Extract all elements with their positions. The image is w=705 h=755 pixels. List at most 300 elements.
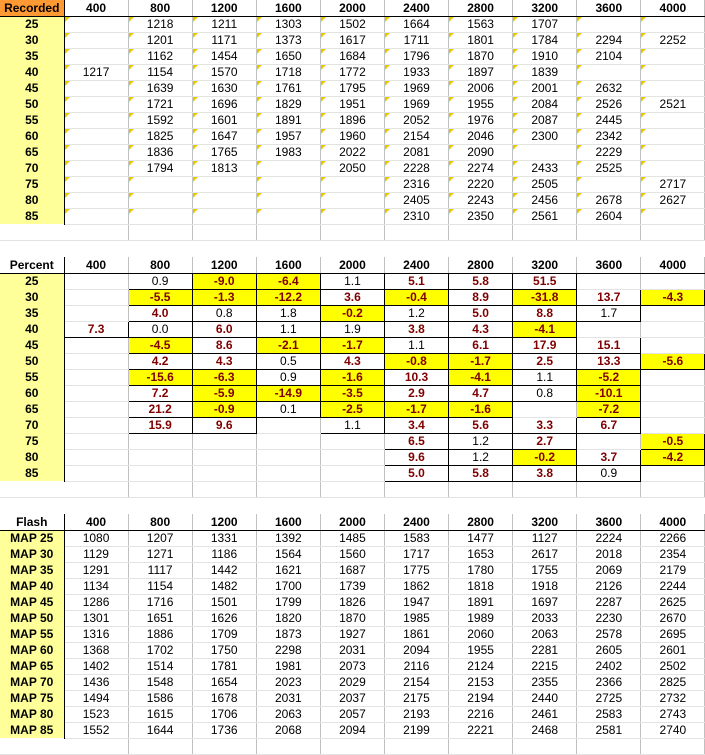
data-cell[interactable]: 1373 — [256, 32, 320, 48]
data-cell[interactable]: 6.1 — [449, 337, 513, 353]
data-cell[interactable]: 2445 — [577, 112, 641, 128]
data-cell[interactable]: 2006 — [449, 80, 513, 96]
column-header-2400[interactable]: 2400 — [384, 514, 448, 530]
data-cell[interactable]: 3.7 — [577, 449, 641, 465]
data-cell[interactable]: 1651 — [128, 610, 192, 626]
data-cell[interactable]: 1644 — [128, 722, 192, 738]
data-cell[interactable] — [641, 385, 705, 401]
data-cell[interactable]: 3.3 — [513, 417, 577, 433]
data-cell[interactable]: 1502 — [320, 16, 384, 32]
column-header-1200[interactable]: 1200 — [192, 0, 256, 16]
data-cell[interactable]: 1829 — [256, 96, 320, 112]
data-cell[interactable]: 2294 — [577, 32, 641, 48]
data-cell[interactable]: 5.0 — [384, 465, 448, 481]
data-cell[interactable]: -5.2 — [577, 369, 641, 385]
data-cell[interactable]: 1218 — [128, 16, 192, 32]
data-cell[interactable]: 1331 — [192, 530, 256, 546]
data-cell[interactable]: 1684 — [320, 48, 384, 64]
data-cell[interactable]: 1.1 — [256, 321, 320, 337]
data-cell[interactable]: 1436 — [64, 674, 128, 690]
data-cell[interactable]: 1601 — [192, 112, 256, 128]
data-cell[interactable]: 1755 — [513, 562, 577, 578]
data-cell[interactable]: 1780 — [449, 562, 513, 578]
data-cell[interactable]: 8.8 — [513, 305, 577, 321]
column-header-2800[interactable]: 2800 — [449, 514, 513, 530]
data-cell[interactable]: 1.1 — [320, 273, 384, 289]
data-cell[interactable]: -10.1 — [577, 385, 641, 401]
row-label[interactable]: 35 — [0, 305, 64, 321]
data-cell[interactable] — [64, 289, 128, 305]
data-cell[interactable]: 2740 — [641, 722, 705, 738]
data-cell[interactable]: 2310 — [384, 208, 448, 224]
data-cell[interactable]: 2073 — [320, 658, 384, 674]
data-cell[interactable] — [64, 192, 128, 208]
data-cell[interactable]: 1548 — [128, 674, 192, 690]
data-cell[interactable]: 1678 — [192, 690, 256, 706]
data-cell[interactable]: 2224 — [577, 530, 641, 546]
row-label[interactable]: 35 — [0, 48, 64, 64]
data-cell[interactable]: 8.9 — [449, 289, 513, 305]
data-cell[interactable]: 1801 — [449, 32, 513, 48]
column-header-800[interactable]: 800 — [128, 257, 192, 273]
data-cell[interactable] — [320, 433, 384, 449]
row-label[interactable]: MAP 30 — [0, 546, 64, 562]
row-label[interactable]: MAP 75 — [0, 690, 64, 706]
data-cell[interactable] — [64, 417, 128, 433]
data-cell[interactable] — [64, 112, 128, 128]
data-cell[interactable]: 3.6 — [320, 289, 384, 305]
row-label[interactable]: 60 — [0, 128, 64, 144]
column-header-4000[interactable]: 4000 — [641, 514, 705, 530]
data-cell[interactable]: 5.0 — [449, 305, 513, 321]
data-cell[interactable]: 1957 — [256, 128, 320, 144]
data-cell[interactable]: 1154 — [128, 64, 192, 80]
data-cell[interactable]: 1626 — [192, 610, 256, 626]
data-cell[interactable]: 1485 — [320, 530, 384, 546]
data-cell[interactable]: -1.3 — [192, 289, 256, 305]
column-header-400[interactable]: 400 — [64, 514, 128, 530]
column-header-4000[interactable]: 4000 — [641, 257, 705, 273]
data-cell[interactable]: 1897 — [449, 64, 513, 80]
data-cell[interactable] — [641, 16, 705, 32]
data-cell[interactable]: 1700 — [256, 578, 320, 594]
data-cell[interactable]: 2221 — [449, 722, 513, 738]
data-cell[interactable] — [320, 465, 384, 481]
data-cell[interactable]: 4.3 — [449, 321, 513, 337]
data-cell[interactable]: 2220 — [449, 176, 513, 192]
row-label[interactable]: 85 — [0, 465, 64, 481]
row-label[interactable]: 65 — [0, 144, 64, 160]
column-header-1600[interactable]: 1600 — [256, 0, 320, 16]
data-cell[interactable]: 2084 — [513, 96, 577, 112]
column-header-3200[interactable]: 3200 — [513, 257, 577, 273]
data-cell[interactable]: 2604 — [577, 208, 641, 224]
row-label[interactable]: MAP 55 — [0, 626, 64, 642]
data-cell[interactable] — [577, 433, 641, 449]
data-cell[interactable]: 1969 — [384, 96, 448, 112]
data-cell[interactable]: 2732 — [641, 690, 705, 706]
data-cell[interactable]: 2725 — [577, 690, 641, 706]
column-header-2800[interactable]: 2800 — [449, 257, 513, 273]
data-cell[interactable] — [64, 465, 128, 481]
data-cell[interactable] — [641, 128, 705, 144]
data-cell[interactable]: 1775 — [384, 562, 448, 578]
data-cell[interactable]: 2031 — [320, 642, 384, 658]
data-cell[interactable]: 1154 — [128, 578, 192, 594]
data-cell[interactable]: -0.8 — [384, 353, 448, 369]
data-cell[interactable]: 1696 — [192, 96, 256, 112]
data-cell[interactable]: 1796 — [384, 48, 448, 64]
row-label[interactable]: 85 — [0, 208, 64, 224]
data-cell[interactable]: 2526 — [577, 96, 641, 112]
data-cell[interactable] — [128, 465, 192, 481]
data-cell[interactable]: 4.2 — [128, 353, 192, 369]
column-header-400[interactable]: 400 — [64, 0, 128, 16]
row-label[interactable]: MAP 45 — [0, 594, 64, 610]
row-label[interactable]: 80 — [0, 449, 64, 465]
data-cell[interactable]: 1933 — [384, 64, 448, 80]
data-cell[interactable] — [256, 160, 320, 176]
data-cell[interactable] — [256, 465, 320, 481]
data-cell[interactable]: 0.1 — [256, 401, 320, 417]
data-cell[interactable] — [577, 16, 641, 32]
data-cell[interactable]: 1891 — [256, 112, 320, 128]
data-cell[interactable]: 1839 — [513, 64, 577, 80]
data-cell[interactable]: 2023 — [256, 674, 320, 690]
data-cell[interactable] — [64, 353, 128, 369]
data-cell[interactable]: 1955 — [449, 96, 513, 112]
data-cell[interactable]: 1186 — [192, 546, 256, 562]
data-cell[interactable]: 2022 — [320, 144, 384, 160]
data-cell[interactable]: 1570 — [192, 64, 256, 80]
data-cell[interactable]: 1862 — [384, 578, 448, 594]
data-cell[interactable]: 2031 — [256, 690, 320, 706]
data-cell[interactable]: 1583 — [384, 530, 448, 546]
data-cell[interactable]: 1564 — [256, 546, 320, 562]
data-cell[interactable]: 2116 — [384, 658, 448, 674]
column-header-800[interactable]: 800 — [128, 514, 192, 530]
data-cell[interactable]: 2252 — [641, 32, 705, 48]
data-cell[interactable]: 1586 — [128, 690, 192, 706]
data-cell[interactable] — [641, 305, 705, 321]
data-cell[interactable]: 1615 — [128, 706, 192, 722]
data-cell[interactable] — [64, 80, 128, 96]
data-cell[interactable]: 1.1 — [384, 337, 448, 353]
data-cell[interactable]: 1201 — [128, 32, 192, 48]
data-cell[interactable] — [641, 417, 705, 433]
data-cell[interactable]: 1799 — [256, 594, 320, 610]
data-cell[interactable] — [513, 144, 577, 160]
data-cell[interactable]: 1301 — [64, 610, 128, 626]
data-cell[interactable]: 2018 — [577, 546, 641, 562]
row-label[interactable]: MAP 25 — [0, 530, 64, 546]
data-cell[interactable]: 1129 — [64, 546, 128, 562]
row-label[interactable]: 45 — [0, 80, 64, 96]
data-cell[interactable]: 1211 — [192, 16, 256, 32]
row-label[interactable]: 80 — [0, 192, 64, 208]
data-cell[interactable] — [64, 337, 128, 353]
data-cell[interactable]: 1772 — [320, 64, 384, 80]
row-label[interactable]: MAP 70 — [0, 674, 64, 690]
data-cell[interactable]: 4.3 — [192, 353, 256, 369]
row-label[interactable]: MAP 40 — [0, 578, 64, 594]
data-cell[interactable] — [128, 208, 192, 224]
data-cell[interactable] — [320, 176, 384, 192]
data-cell[interactable] — [641, 48, 705, 64]
data-cell[interactable] — [513, 401, 577, 417]
row-label[interactable]: MAP 85 — [0, 722, 64, 738]
data-cell[interactable]: 2581 — [577, 722, 641, 738]
data-cell[interactable]: 2094 — [384, 642, 448, 658]
data-cell[interactable]: 1826 — [320, 594, 384, 610]
row-label[interactable]: 75 — [0, 433, 64, 449]
data-cell[interactable]: 1080 — [64, 530, 128, 546]
data-cell[interactable]: 1781 — [192, 658, 256, 674]
data-cell[interactable]: 1286 — [64, 594, 128, 610]
data-cell[interactable]: 9.6 — [384, 449, 448, 465]
data-cell[interactable]: 1560 — [320, 546, 384, 562]
data-cell[interactable] — [256, 449, 320, 465]
data-cell[interactable]: -3.5 — [320, 385, 384, 401]
data-cell[interactable]: 1717 — [384, 546, 448, 562]
data-cell[interactable] — [641, 80, 705, 96]
data-cell[interactable]: 2266 — [641, 530, 705, 546]
column-header-800[interactable]: 800 — [128, 0, 192, 16]
data-cell[interactable]: 2193 — [384, 706, 448, 722]
data-cell[interactable] — [641, 321, 705, 337]
data-cell[interactable]: 1873 — [256, 626, 320, 642]
column-header-2400[interactable]: 2400 — [384, 257, 448, 273]
data-cell[interactable]: 1316 — [64, 626, 128, 642]
row-label[interactable]: 50 — [0, 96, 64, 112]
row-label[interactable]: 55 — [0, 369, 64, 385]
data-cell[interactable]: 2405 — [384, 192, 448, 208]
data-cell[interactable]: -5.5 — [128, 289, 192, 305]
data-cell[interactable]: 4.7 — [449, 385, 513, 401]
data-cell[interactable]: 2154 — [384, 128, 448, 144]
data-cell[interactable]: 13.3 — [577, 353, 641, 369]
data-cell[interactable]: 2081 — [384, 144, 448, 160]
data-cell[interactable]: -12.2 — [256, 289, 320, 305]
data-cell[interactable] — [641, 160, 705, 176]
data-cell[interactable]: -4.1 — [513, 321, 577, 337]
data-cell[interactable]: 2274 — [449, 160, 513, 176]
data-cell[interactable]: 1.1 — [513, 369, 577, 385]
data-cell[interactable] — [64, 96, 128, 112]
data-cell[interactable]: 1918 — [513, 578, 577, 594]
data-cell[interactable]: 2355 — [513, 674, 577, 690]
data-cell[interactable] — [64, 433, 128, 449]
data-cell[interactable] — [128, 176, 192, 192]
data-cell[interactable]: -5.9 — [192, 385, 256, 401]
data-cell[interactable]: 2230 — [577, 610, 641, 626]
data-cell[interactable] — [64, 48, 128, 64]
data-cell[interactable]: 5.1 — [384, 273, 448, 289]
data-cell[interactable] — [192, 465, 256, 481]
data-cell[interactable]: -6.4 — [256, 273, 320, 289]
data-cell[interactable]: 1514 — [128, 658, 192, 674]
data-cell[interactable]: 1896 — [320, 112, 384, 128]
data-cell[interactable]: 2617 — [513, 546, 577, 562]
data-cell[interactable]: -14.9 — [256, 385, 320, 401]
data-cell[interactable] — [192, 208, 256, 224]
data-cell[interactable] — [192, 433, 256, 449]
data-cell[interactable]: 1955 — [449, 642, 513, 658]
data-cell[interactable]: 2179 — [641, 562, 705, 578]
data-cell[interactable] — [128, 449, 192, 465]
data-cell[interactable]: -0.2 — [513, 449, 577, 465]
data-cell[interactable]: -6.3 — [192, 369, 256, 385]
data-cell[interactable]: 2456 — [513, 192, 577, 208]
data-cell[interactable]: 2366 — [577, 674, 641, 690]
column-header-3600[interactable]: 3600 — [577, 257, 641, 273]
data-cell[interactable]: 2063 — [513, 626, 577, 642]
data-cell[interactable] — [641, 112, 705, 128]
data-cell[interactable]: 2561 — [513, 208, 577, 224]
row-label[interactable]: 25 — [0, 273, 64, 289]
data-cell[interactable]: 2094 — [320, 722, 384, 738]
data-cell[interactable]: 2.7 — [513, 433, 577, 449]
data-cell[interactable]: 1861 — [384, 626, 448, 642]
column-header-2400[interactable]: 2400 — [384, 0, 448, 16]
data-cell[interactable]: 2583 — [577, 706, 641, 722]
column-header-3600[interactable]: 3600 — [577, 0, 641, 16]
data-cell[interactable]: 1.7 — [577, 305, 641, 321]
data-cell[interactable]: -0.5 — [641, 433, 705, 449]
data-cell[interactable] — [641, 144, 705, 160]
column-header-4000[interactable]: 4000 — [641, 0, 705, 16]
data-cell[interactable]: -0.4 — [384, 289, 448, 305]
data-cell[interactable]: 1592 — [128, 112, 192, 128]
data-cell[interactable]: 1707 — [513, 16, 577, 32]
data-cell[interactable]: 1.2 — [449, 433, 513, 449]
data-cell[interactable]: 1271 — [128, 546, 192, 562]
data-cell[interactable]: 7.2 — [128, 385, 192, 401]
data-cell[interactable]: -1.6 — [449, 401, 513, 417]
data-cell[interactable]: 2717 — [641, 176, 705, 192]
column-header-2000[interactable]: 2000 — [320, 257, 384, 273]
data-cell[interactable]: 1523 — [64, 706, 128, 722]
data-cell[interactable]: 1825 — [128, 128, 192, 144]
row-label[interactable]: MAP 50 — [0, 610, 64, 626]
data-cell[interactable]: 1795 — [320, 80, 384, 96]
data-cell[interactable]: 2126 — [577, 578, 641, 594]
data-cell[interactable] — [577, 64, 641, 80]
data-cell[interactable] — [64, 16, 128, 32]
data-cell[interactable]: 1368 — [64, 642, 128, 658]
data-cell[interactable]: 6.0 — [192, 321, 256, 337]
data-cell[interactable]: 2215 — [513, 658, 577, 674]
data-cell[interactable]: 2521 — [641, 96, 705, 112]
data-cell[interactable]: 0.9 — [256, 369, 320, 385]
data-cell[interactable]: 1664 — [384, 16, 448, 32]
data-cell[interactable]: 2060 — [449, 626, 513, 642]
data-cell[interactable]: 6.7 — [577, 417, 641, 433]
data-cell[interactable]: 1117 — [128, 562, 192, 578]
data-cell[interactable]: 1217 — [64, 64, 128, 80]
data-cell[interactable]: 4.3 — [320, 353, 384, 369]
column-header-1200[interactable]: 1200 — [192, 514, 256, 530]
data-cell[interactable] — [192, 192, 256, 208]
data-cell[interactable]: 1784 — [513, 32, 577, 48]
data-cell[interactable]: 2402 — [577, 658, 641, 674]
row-label[interactable]: MAP 65 — [0, 658, 64, 674]
data-cell[interactable]: 1.2 — [384, 305, 448, 321]
data-cell[interactable]: 0.9 — [577, 465, 641, 481]
data-cell[interactable]: 1442 — [192, 562, 256, 578]
data-cell[interactable] — [64, 401, 128, 417]
data-cell[interactable]: 0.9 — [128, 273, 192, 289]
data-cell[interactable]: 2216 — [449, 706, 513, 722]
data-cell[interactable]: 1765 — [192, 144, 256, 160]
row-label[interactable]: 40 — [0, 321, 64, 337]
data-cell[interactable]: 51.5 — [513, 273, 577, 289]
data-cell[interactable] — [641, 273, 705, 289]
data-cell[interactable]: 1617 — [320, 32, 384, 48]
data-cell[interactable]: 1813 — [192, 160, 256, 176]
data-cell[interactable]: -2.1 — [256, 337, 320, 353]
data-cell[interactable]: 1.8 — [256, 305, 320, 321]
data-cell[interactable]: 5.8 — [449, 465, 513, 481]
data-cell[interactable] — [128, 192, 192, 208]
data-cell[interactable]: 1134 — [64, 578, 128, 594]
data-cell[interactable]: 2244 — [641, 578, 705, 594]
row-label[interactable]: 30 — [0, 32, 64, 48]
data-cell[interactable]: 2153 — [449, 674, 513, 690]
data-cell[interactable]: 2199 — [384, 722, 448, 738]
data-cell[interactable]: 2632 — [577, 80, 641, 96]
data-cell[interactable]: 2069 — [577, 562, 641, 578]
data-cell[interactable]: 1654 — [192, 674, 256, 690]
data-cell[interactable]: 1402 — [64, 658, 128, 674]
data-cell[interactable]: 1630 — [192, 80, 256, 96]
data-cell[interactable] — [641, 401, 705, 417]
data-cell[interactable]: 9.6 — [192, 417, 256, 433]
data-cell[interactable]: -4.1 — [449, 369, 513, 385]
data-cell[interactable]: 21.2 — [128, 401, 192, 417]
data-cell[interactable]: 1750 — [192, 642, 256, 658]
data-cell[interactable] — [64, 176, 128, 192]
flash-title[interactable]: Flash — [0, 514, 64, 530]
column-header-1200[interactable]: 1200 — [192, 257, 256, 273]
data-cell[interactable] — [256, 208, 320, 224]
data-cell[interactable]: 1563 — [449, 16, 513, 32]
data-cell[interactable]: 2342 — [577, 128, 641, 144]
column-header-2000[interactable]: 2000 — [320, 0, 384, 16]
data-cell[interactable]: -0.9 — [192, 401, 256, 417]
column-header-2000[interactable]: 2000 — [320, 514, 384, 530]
data-cell[interactable]: 1653 — [449, 546, 513, 562]
data-cell[interactable] — [320, 449, 384, 465]
data-cell[interactable] — [64, 144, 128, 160]
data-cell[interactable]: 2281 — [513, 642, 577, 658]
data-cell[interactable]: 1927 — [320, 626, 384, 642]
data-cell[interactable]: -1.7 — [320, 337, 384, 353]
data-cell[interactable]: 1761 — [256, 80, 320, 96]
data-cell[interactable]: -2.5 — [320, 401, 384, 417]
data-cell[interactable] — [64, 369, 128, 385]
data-cell[interactable] — [64, 273, 128, 289]
data-cell[interactable]: 1482 — [192, 578, 256, 594]
data-cell[interactable]: 13.7 — [577, 289, 641, 305]
data-cell[interactable]: 2229 — [577, 144, 641, 160]
data-cell[interactable]: 2461 — [513, 706, 577, 722]
data-cell[interactable]: 1947 — [384, 594, 448, 610]
data-cell[interactable]: 2001 — [513, 80, 577, 96]
data-cell[interactable] — [256, 417, 320, 433]
data-cell[interactable]: 2354 — [641, 546, 705, 562]
data-cell[interactable]: -0.2 — [320, 305, 384, 321]
